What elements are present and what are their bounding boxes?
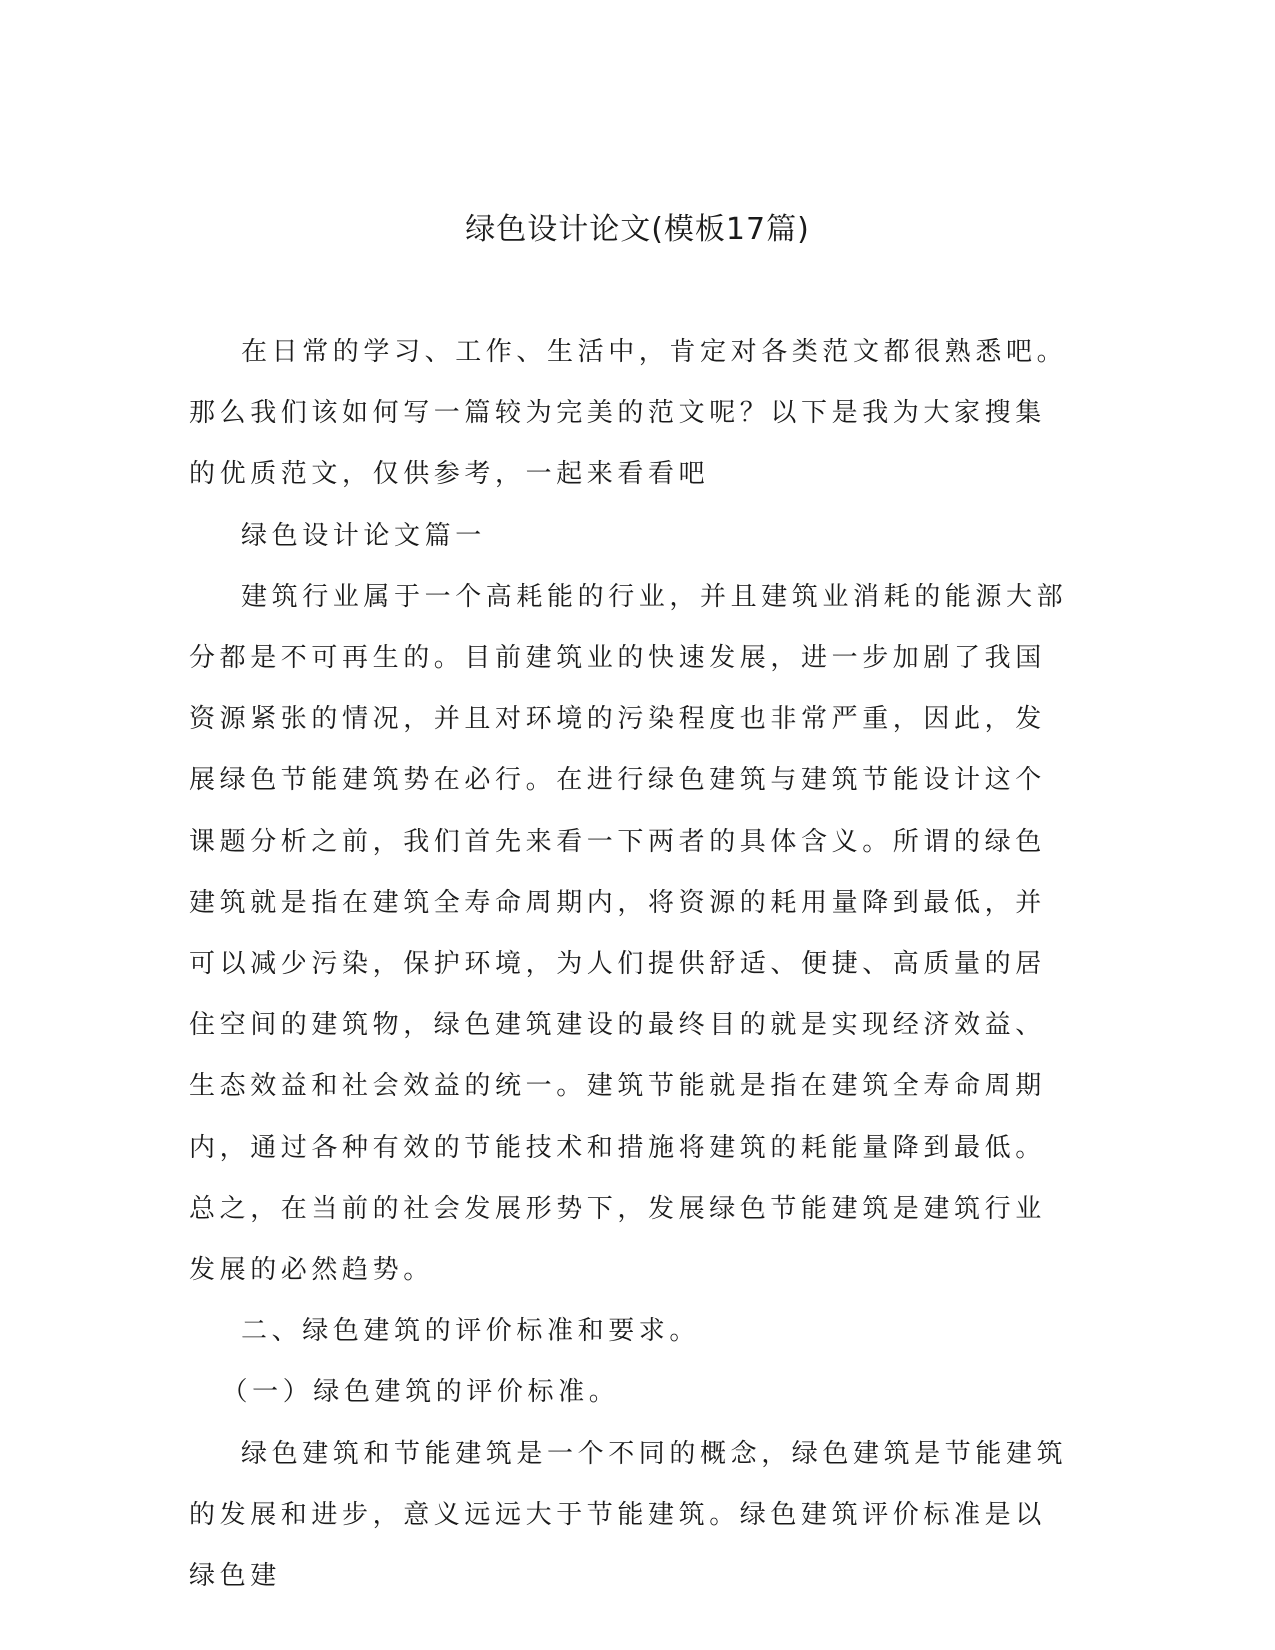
paragraph-intro: 在日常的学习、工作、生活中，肯定对各类范文都很熟悉吧。那么我们该如何写一篇较为完美的范文呢？以下是我为大家搜集的优质范文，仅供参考，一起来看看吧 — [189, 337, 1068, 490]
paragraph-green-vs-energy-saving: 绿色建筑和节能建筑是一个不同的概念，绿色建筑是节能建筑的发展和进步，意义远远大于节能建筑。绿色建筑评价标准是以绿色建 — [189, 1438, 1068, 1592]
document-body — [189, 322, 1069, 1607]
section-heading-part-one: 绿色设计论文篇一 — [241, 520, 486, 551]
section-heading-evaluation: 二、绿色建筑的评价标准和要求。 — [241, 1316, 701, 1347]
paragraph-building-industry: 建筑行业属于一个高耗能的行业，并且建筑业消耗的能源大部分都是不可再生的。目前建筑业的快速发展，进一步加剧了我国资源紧张的情况，并且对环境的污染程度也非常严重，因此，发展绿色节能建筑势在必行。在进行绿色建筑与建筑节能设计这个课题分析之前，我们首先来看一下两者的具体含义。所谓的绿色建筑就是指在建筑全寿命周期内，将资源的耗用量降到最低，并可以减少污染，保护环境，为人们提供舒适、便捷、高质量的居住空间的建筑物，绿色建筑建设的最终目的就是实现经济效益、生态效益和社会效益的统一。建筑节能就是指在建筑全寿命周期内，通过各种有效的节能技术和措施将建筑的耗能量降到最低。总之，在当前的社会发展形势下，发展绿色节能建筑是建筑行业发展的必然趋势。 — [189, 581, 1068, 1286]
document-title: 绿色设计论文(模板17篇) — [465, 212, 810, 247]
subsection-heading-standards: （一）绿色建筑的评价标准。 — [221, 1377, 620, 1408]
